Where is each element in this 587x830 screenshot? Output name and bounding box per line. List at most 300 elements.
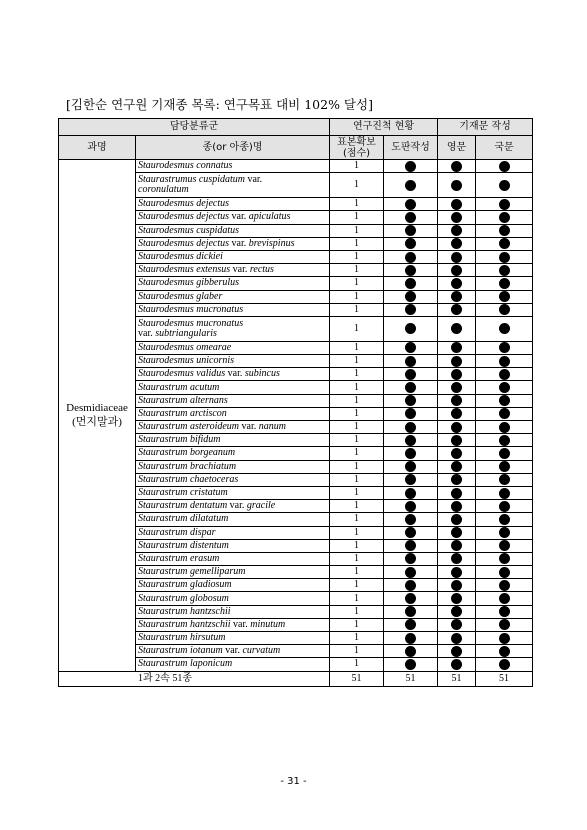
species-name-cell [136,407,330,420]
filled-circle-icon [451,304,462,315]
variety-epithet: brevispinus [248,237,295,249]
korean-status-cell [476,237,533,250]
species-name-cell [136,473,330,486]
korean-status-cell [476,513,533,526]
english-status-cell [438,447,476,460]
variety-epithet: coronulatum [138,184,189,196]
specimen-count: 1 [330,173,384,198]
species-name-cell [136,421,330,434]
species-epithet: iotanum [189,645,223,657]
header-korean: 국문 [476,136,533,160]
korean-status-cell [476,434,533,447]
english-status-cell [438,224,476,237]
species-epithet: erasum [189,552,220,564]
species-name-cell [136,486,330,499]
english-status-cell [438,237,476,250]
plate-status-cell [384,407,438,420]
genus-name: Staurastrum [138,645,188,657]
korean-status-cell [476,173,533,198]
variety-epithet: curvatum [242,645,281,657]
plate-status-cell [384,198,438,211]
english-status-cell [438,658,476,671]
specimen-count: 1 [330,381,384,394]
variety-epithet: subtriangularis [155,327,217,339]
english-status-cell [438,500,476,513]
filled-circle-icon [499,474,510,485]
filled-circle-icon [451,265,462,276]
korean-status-cell [476,645,533,658]
plate-status-cell [384,316,438,341]
filled-circle-icon [499,501,510,512]
species-name-cell [136,173,330,198]
korean-status-cell [476,394,533,407]
filled-circle-icon [405,291,416,302]
korean-status-cell [476,355,533,368]
filled-circle-icon [499,488,510,499]
korean-status-cell [476,211,533,224]
korean-status-cell [476,224,533,237]
variety-marker: var. [247,174,263,186]
korean-status-cell [476,264,533,277]
specimen-count: 1 [330,407,384,420]
species-epithet: cuspidatum [198,174,245,186]
species-epithet: cuspidatus [196,224,240,236]
filled-circle-icon [405,408,416,419]
species-epithet: connatus [196,160,233,172]
filled-circle-icon [405,567,416,578]
species-name-cell [136,645,330,658]
korean-status-cell [476,316,533,341]
species-name-cell [136,539,330,552]
filled-circle-icon [499,422,510,433]
variety-marker: var. [225,645,240,657]
species-epithet: alternans [189,394,228,406]
filled-circle-icon [405,252,416,263]
filled-circle-icon [451,212,462,223]
plate-status-cell [384,290,438,303]
filled-circle-icon [405,514,416,525]
filled-circle-icon [451,474,462,485]
total-english: 51 [438,671,476,686]
filled-circle-icon [499,382,510,393]
english-status-cell [438,316,476,341]
filled-circle-icon [405,369,416,380]
header-row-columns [59,136,533,160]
plate-status-cell [384,579,438,592]
filled-circle-icon [451,161,462,172]
species-epithet: brachiatum [189,460,237,472]
plate-status-cell [384,473,438,486]
plate-status-cell [384,447,438,460]
filled-circle-icon [499,593,510,604]
variety-marker: var. [231,211,247,223]
plate-status-cell [384,250,438,263]
filled-circle-icon [499,369,510,380]
filled-circle-icon [405,265,416,276]
total-label: 1과 2속 51종 [59,671,330,686]
filled-circle-icon [451,580,462,591]
filled-circle-icon [451,395,462,406]
filled-circle-icon [405,488,416,499]
plate-status-cell [384,173,438,198]
specimen-count: 1 [330,473,384,486]
header-species: 종(or 아종)명 [136,136,330,160]
genus-name: Staurodesmus [138,277,194,289]
table-row [59,160,533,173]
english-status-cell [438,277,476,290]
specimen-count: 1 [330,277,384,290]
filled-circle-icon [451,461,462,472]
genus-name: Staurastrum [138,394,188,406]
genus-name: Staurastrum [138,421,188,433]
filled-circle-icon [405,633,416,644]
plate-status-cell [384,500,438,513]
korean-status-cell [476,605,533,618]
genus-name: Staurodesmus [138,290,194,302]
species-name-cell [136,160,330,173]
plate-status-cell [384,211,438,224]
specimen-count: 1 [330,526,384,539]
english-status-cell [438,605,476,618]
filled-circle-icon [405,553,416,564]
species-name-cell [136,303,330,316]
english-status-cell [438,632,476,645]
filled-circle-icon [451,567,462,578]
species-epithet: dejectus [196,198,230,210]
english-status-cell [438,618,476,631]
specimen-count: 1 [330,632,384,645]
species-name-cell [136,592,330,605]
korean-status-cell [476,486,533,499]
filled-circle-icon [499,278,510,289]
genus-name: Staurastrum [138,434,188,446]
specimen-count: 1 [330,658,384,671]
species-name-cell [136,277,330,290]
korean-status-cell [476,160,533,173]
filled-circle-icon [405,180,416,191]
filled-circle-icon [405,448,416,459]
filled-circle-icon [499,161,510,172]
specimen-count: 1 [330,355,384,368]
variety-epithet: subincus [244,368,280,380]
english-status-cell [438,173,476,198]
species-name-cell [136,447,330,460]
specimen-count: 1 [330,316,384,341]
genus-name: Staurastrum [138,513,188,525]
korean-status-cell [476,277,533,290]
filled-circle-icon [451,606,462,617]
korean-status-cell [476,539,533,552]
species-epithet: dejectus [196,237,230,249]
species-name-cell [136,526,330,539]
filled-circle-icon [499,659,510,670]
korean-status-cell [476,632,533,645]
plate-status-cell [384,460,438,473]
genus-name: Staurodesmus [138,368,194,380]
korean-status-cell [476,592,533,605]
filled-circle-icon [405,593,416,604]
plate-status-cell [384,605,438,618]
species-epithet: dilatatum [189,513,229,525]
species-name-cell [136,552,330,565]
species-epithet: hantzschii [189,605,231,617]
species-epithet: hirsutum [189,632,226,644]
species-name-cell [136,513,330,526]
filled-circle-icon [499,435,510,446]
plate-status-cell [384,645,438,658]
species-epithet: gladiosum [189,579,232,591]
plate-status-cell [384,368,438,381]
korean-status-cell [476,447,533,460]
list-title: [김한순 연구원 기재종 목록: 연구목표 대비 102% 달성] [66,97,373,112]
specimen-count: 1 [330,605,384,618]
filled-circle-icon [499,323,510,334]
species-epithet: cristatum [189,487,228,499]
korean-status-cell [476,421,533,434]
filled-circle-icon [451,488,462,499]
species-name-cell [136,198,330,211]
specimen-count: 1 [330,592,384,605]
filled-circle-icon [451,659,462,670]
genus-name: Staurodesmus [138,237,194,249]
species-name-cell [136,460,330,473]
english-status-cell [438,250,476,263]
filled-circle-icon [405,435,416,446]
filled-circle-icon [499,265,510,276]
genus-name: Staurodesmus [138,211,194,223]
english-status-cell [438,355,476,368]
plate-status-cell [384,618,438,631]
specimen-count: 1 [330,421,384,434]
plate-status-cell [384,341,438,354]
english-status-cell [438,290,476,303]
filled-circle-icon [451,369,462,380]
genus-name: Staurastrum [138,658,188,670]
english-status-cell [438,394,476,407]
filled-circle-icon [451,448,462,459]
species-epithet: acutum [189,381,220,393]
korean-status-cell [476,526,533,539]
filled-circle-icon [451,180,462,191]
genus-name: Staurodesmus [138,198,194,210]
species-name-cell [136,394,330,407]
filled-circle-icon [451,225,462,236]
header-taxon-group: 담당분류군 [59,119,330,136]
specimen-count: 1 [330,513,384,526]
filled-circle-icon [405,461,416,472]
filled-circle-icon [499,199,510,210]
filled-circle-icon [499,606,510,617]
filled-circle-icon [451,646,462,657]
header-english: 영문 [438,136,476,160]
genus-name: Staurastrum [138,381,188,393]
filled-circle-icon [451,514,462,525]
filled-circle-icon [451,252,462,263]
english-status-cell [438,552,476,565]
species-table [58,118,533,687]
species-epithet: gibberulus [196,277,240,289]
species-epithet: bifidum [189,434,221,446]
english-status-cell [438,421,476,434]
specimen-count: 1 [330,237,384,250]
genus-name: Staurastrumus [138,174,197,186]
specimen-count: 1 [330,566,384,579]
english-status-cell [438,513,476,526]
filled-circle-icon [405,161,416,172]
filled-circle-icon [451,278,462,289]
plate-status-cell [384,539,438,552]
plate-status-cell [384,552,438,565]
total-plate: 51 [384,671,438,686]
specimen-count: 1 [330,368,384,381]
specimen-count: 1 [330,250,384,263]
filled-circle-icon [451,199,462,210]
plate-status-cell [384,237,438,250]
species-epithet: omearae [196,341,232,353]
plate-status-cell [384,513,438,526]
header-writing-group: 기재문 작성 [438,119,533,136]
filled-circle-icon [405,606,416,617]
filled-circle-icon [451,291,462,302]
filled-circle-icon [499,225,510,236]
filled-circle-icon [405,422,416,433]
variety-marker: var. [227,368,243,380]
variety-epithet: rectus [249,264,274,276]
plate-status-cell [384,394,438,407]
genus-name: Staurastrum [138,500,188,512]
species-name-cell [136,632,330,645]
plate-status-cell [384,486,438,499]
korean-status-cell [476,460,533,473]
species-epithet: dispar [189,526,216,538]
genus-name: Staurastrum [138,605,188,617]
variety-epithet: minutum [250,618,286,630]
plate-status-cell [384,224,438,237]
korean-status-cell [476,473,533,486]
variety-marker: var. [241,421,257,433]
genus-name: Staurodesmus [138,303,194,315]
species-name-cell [136,618,330,631]
korean-status-cell [476,618,533,631]
specimen-count: 1 [330,211,384,224]
genus-name: Staurastrum [138,473,188,485]
species-epithet: dickiei [196,251,223,263]
species-epithet: gemelliparum [189,566,246,578]
filled-circle-icon [451,619,462,630]
filled-circle-icon [405,212,416,223]
english-status-cell [438,526,476,539]
filled-circle-icon [451,323,462,334]
english-status-cell [438,486,476,499]
filled-circle-icon [405,323,416,334]
english-status-cell [438,264,476,277]
filled-circle-icon [405,199,416,210]
filled-circle-icon [405,356,416,367]
plate-status-cell [384,355,438,368]
filled-circle-icon [499,342,510,353]
page-number: - 31 - [280,776,307,787]
header-progress-group: 연구진척 현황 [330,119,438,136]
filled-circle-icon [451,356,462,367]
specimen-count: 1 [330,341,384,354]
total-korean: 51 [476,671,533,686]
species-name-cell [136,316,330,341]
genus-name: Staurodesmus [138,160,194,172]
english-status-cell [438,341,476,354]
specimen-count: 1 [330,539,384,552]
filled-circle-icon [405,278,416,289]
korean-status-cell [476,368,533,381]
specimen-count: 1 [330,500,384,513]
species-name-cell [136,434,330,447]
filled-circle-icon [405,474,416,485]
specimen-count: 1 [330,198,384,211]
filled-circle-icon [451,342,462,353]
plate-status-cell [384,566,438,579]
genus-name: Staurodesmus [138,317,194,329]
filled-circle-icon [499,395,510,406]
species-name-cell [136,211,330,224]
specimen-count: 1 [330,290,384,303]
species-name-cell [136,341,330,354]
total-row [59,671,533,686]
english-status-cell [438,211,476,224]
variety-marker: var. [233,618,248,630]
english-status-cell [438,381,476,394]
genus-name: Staurastrum [138,447,188,459]
species-name-cell [136,500,330,513]
english-status-cell [438,460,476,473]
specimen-count: 1 [330,264,384,277]
specimen-count: 1 [330,645,384,658]
species-epithet: laponicum [189,658,233,670]
species-epithet: mucronatus [196,303,244,315]
species-name-cell [136,224,330,237]
species-name-cell [136,250,330,263]
species-epithet: chaetoceras [189,473,239,485]
plate-status-cell [384,632,438,645]
korean-status-cell [476,250,533,263]
filled-circle-icon [451,553,462,564]
english-status-cell [438,592,476,605]
filled-circle-icon [499,540,510,551]
filled-circle-icon [451,501,462,512]
english-status-cell [438,539,476,552]
plate-status-cell [384,421,438,434]
header-plate: 도판작성 [384,136,438,160]
english-status-cell [438,160,476,173]
filled-circle-icon [499,527,510,538]
species-epithet: validus [196,368,226,380]
species-epithet: dejectus [196,211,230,223]
specimen-count: 1 [330,486,384,499]
plate-status-cell [384,592,438,605]
species-name-cell [136,290,330,303]
filled-circle-icon [499,356,510,367]
english-status-cell [438,407,476,420]
species-name-cell [136,368,330,381]
korean-status-cell [476,303,533,316]
filled-circle-icon [451,238,462,249]
genus-name: Staurastrum [138,552,188,564]
species-epithet: unicornis [196,355,235,367]
species-name-cell [136,237,330,250]
english-status-cell [438,368,476,381]
english-status-cell [438,303,476,316]
filled-circle-icon [499,580,510,591]
filled-circle-icon [499,553,510,564]
species-name-cell [136,381,330,394]
